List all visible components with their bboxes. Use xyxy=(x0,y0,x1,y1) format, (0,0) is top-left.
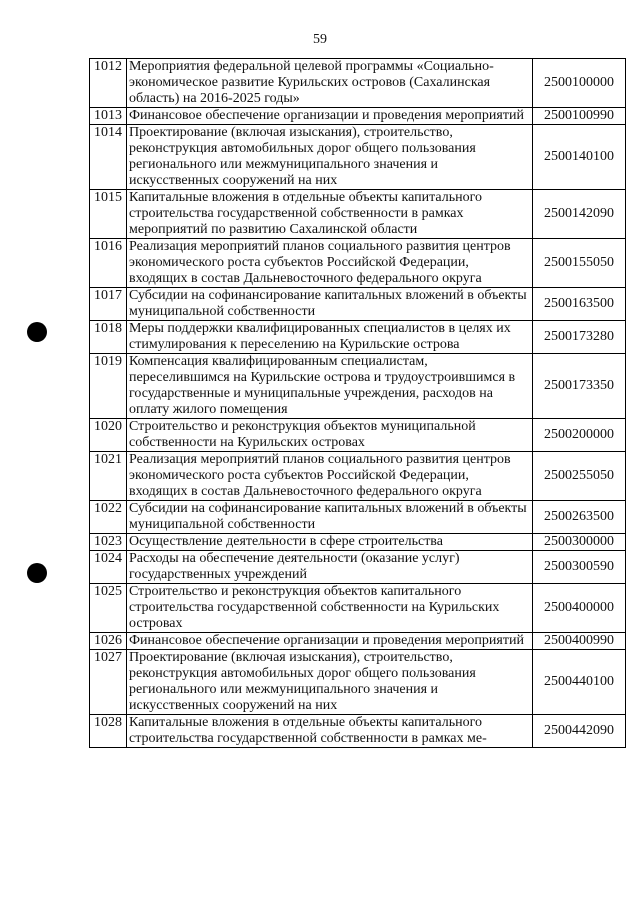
table-row xyxy=(90,419,626,452)
row-number-cell: 1012 xyxy=(90,59,127,108)
row-code-cell: 2500173280 xyxy=(533,321,626,354)
table-row xyxy=(90,108,626,125)
row-name-cell: Компенсация квалифицированным специалистам, переселившимся на Курильские острова и трудоустроившимся в государственные и муниципальные учреждения, расходов на оплату жилого помещения xyxy=(127,354,533,419)
table-row xyxy=(90,288,626,321)
row-number-cell: 1016 xyxy=(90,239,127,288)
row-name-cell: Строительство и реконструкция объектов муниципальной собственности на Курильских островах xyxy=(127,419,533,452)
row-number-cell: 1028 xyxy=(90,715,127,748)
row-code-cell: 2500140100 xyxy=(533,125,626,190)
row-code-cell: 2500200000 xyxy=(533,419,626,452)
row-name-cell: Субсидии на софинансирование капитальных вложений в объекты муниципальной собственности xyxy=(127,501,533,534)
row-number-cell: 1015 xyxy=(90,190,127,239)
row-number-cell: 1019 xyxy=(90,354,127,419)
row-number-cell: 1021 xyxy=(90,452,127,501)
row-code-cell: 2500255050 xyxy=(533,452,626,501)
row-code-cell: 2500442090 xyxy=(533,715,626,748)
row-number-cell: 1025 xyxy=(90,584,127,633)
row-name-cell: Проектирование (включая изыскания), строительство, реконструкция автомобильных дорог общего пользования регионального или межмуниципального значения и искусственных сооружений на них xyxy=(127,125,533,190)
row-code-cell: 2500173350 xyxy=(533,354,626,419)
row-name-cell: Реализация мероприятий планов социального развития центров экономического роста субъектов Российской Федерации, входящих в состав Дальневосточного федерального округа xyxy=(127,452,533,501)
table-row xyxy=(90,190,626,239)
row-code-cell: 2500440100 xyxy=(533,650,626,715)
table-row xyxy=(90,633,626,650)
row-name-cell: Капитальные вложения в отдельные объекты капитального строительства государственной собственности в рамках ме- xyxy=(127,715,533,748)
row-number-cell: 1017 xyxy=(90,288,127,321)
row-name-cell: Финансовое обеспечение организации и проведения мероприятий xyxy=(127,108,533,125)
table-row xyxy=(90,59,626,108)
row-name-cell: Строительство и реконструкция объектов капитального строительства государственной собственности на Курильских островах xyxy=(127,584,533,633)
table-row xyxy=(90,321,626,354)
row-code-cell: 2500100000 xyxy=(533,59,626,108)
punch-hole-mark xyxy=(27,322,47,342)
budget-classification-table xyxy=(89,58,626,748)
row-code-cell: 2500155050 xyxy=(533,239,626,288)
row-name-cell: Расходы на обеспечение деятельности (оказание услуг) государственных учреждений xyxy=(127,551,533,584)
table-row xyxy=(90,354,626,419)
row-number-cell: 1013 xyxy=(90,108,127,125)
table-row xyxy=(90,501,626,534)
row-number-cell: 1026 xyxy=(90,633,127,650)
table-row xyxy=(90,584,626,633)
row-code-cell: 2500100990 xyxy=(533,108,626,125)
row-name-cell: Реализация мероприятий планов социального развития центров экономического роста субъектов Российской Федерации, входящих в состав Дальневосточного федерального округа xyxy=(127,239,533,288)
row-code-cell: 2500263500 xyxy=(533,501,626,534)
row-name-cell: Финансовое обеспечение организации и проведения мероприятий xyxy=(127,633,533,650)
punch-hole-mark xyxy=(27,563,47,583)
row-code-cell: 2500400990 xyxy=(533,633,626,650)
table-row xyxy=(90,551,626,584)
page-number: 59 xyxy=(313,32,327,47)
row-number-cell: 1018 xyxy=(90,321,127,354)
row-name-cell: Осуществление деятельности в сфере строительства xyxy=(127,534,533,551)
row-name-cell: Капитальные вложения в отдельные объекты капитального строительства государственной собственности в рамках мероприятий по развитию Сахалинской области xyxy=(127,190,533,239)
row-number-cell: 1027 xyxy=(90,650,127,715)
table-row xyxy=(90,239,626,288)
row-number-cell: 1022 xyxy=(90,501,127,534)
row-name-cell: Мероприятия федеральной целевой программы «Социально-экономическое развитие Курильских островов (Сахалинская область) на 2016-2025 годы» xyxy=(127,59,533,108)
table-row xyxy=(90,534,626,551)
table-row xyxy=(90,715,626,748)
table-row xyxy=(90,125,626,190)
row-name-cell: Меры поддержки квалифицированных специалистов в целях их стимулирования к переселению на Курильские острова xyxy=(127,321,533,354)
row-number-cell: 1020 xyxy=(90,419,127,452)
table-row xyxy=(90,452,626,501)
row-code-cell: 2500400000 xyxy=(533,584,626,633)
row-code-cell: 2500163500 xyxy=(533,288,626,321)
row-code-cell: 2500142090 xyxy=(533,190,626,239)
row-name-cell: Проектирование (включая изыскания), строительство, реконструкция автомобильных дорог общего пользования регионального или межмуниципального значения и искусственных сооружений на них xyxy=(127,650,533,715)
row-name-cell: Субсидии на софинансирование капитальных вложений в объекты муниципальной собственности xyxy=(127,288,533,321)
row-number-cell: 1014 xyxy=(90,125,127,190)
table-row xyxy=(90,650,626,715)
row-number-cell: 1024 xyxy=(90,551,127,584)
row-code-cell: 2500300590 xyxy=(533,551,626,584)
row-number-cell: 1023 xyxy=(90,534,127,551)
row-code-cell: 2500300000 xyxy=(533,534,626,551)
table-body xyxy=(90,59,626,748)
